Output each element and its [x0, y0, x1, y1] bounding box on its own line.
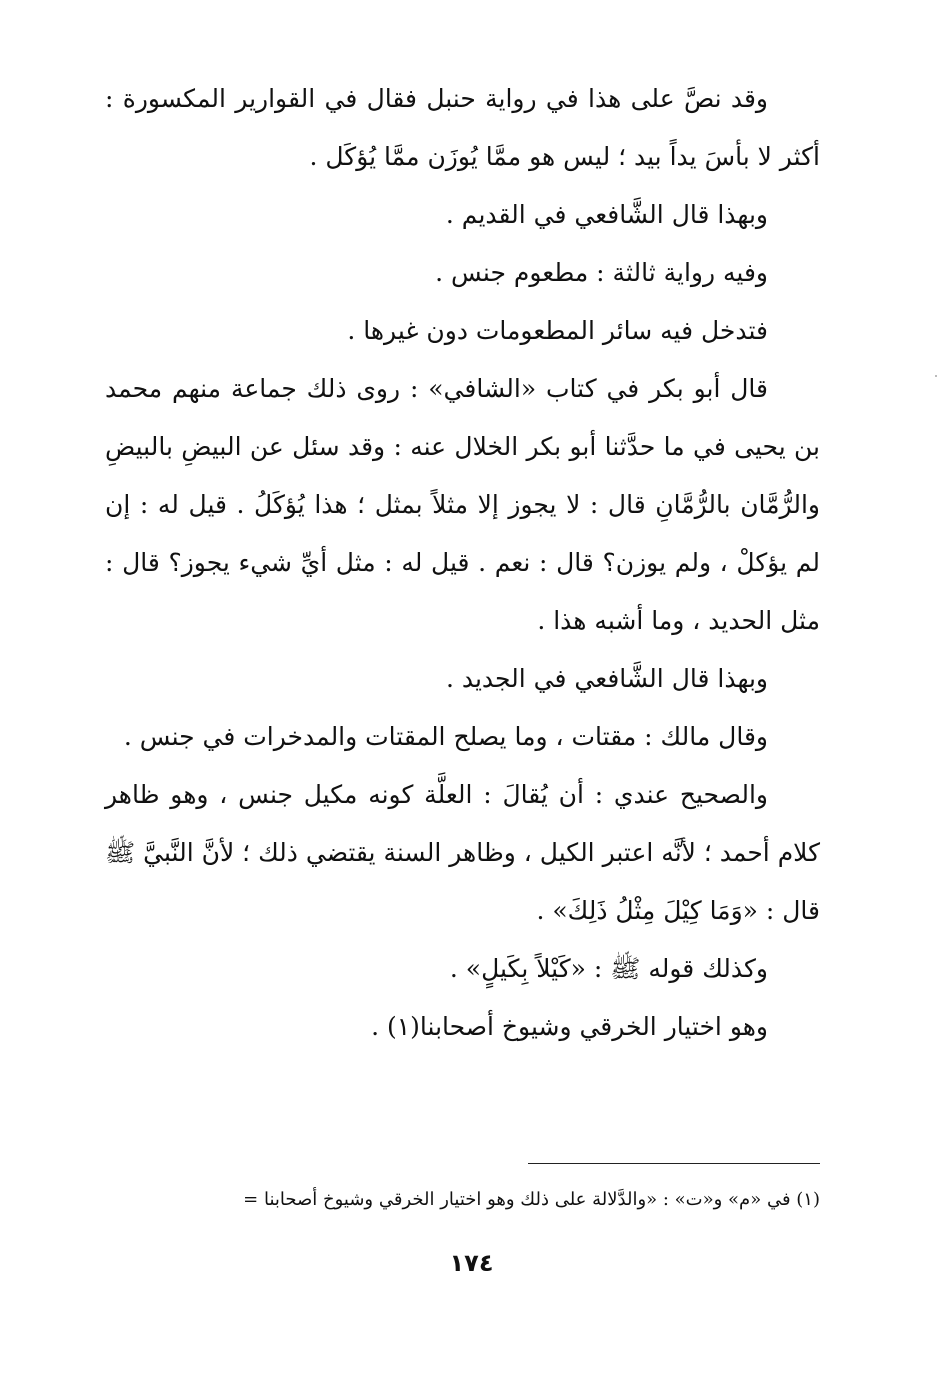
main-text [105, 70, 820, 1056]
paragraph-third-narration: وفيه رواية ثالثة : مطعوم جنس . [435, 258, 768, 287]
page-number: ١٧٤ [449, 1249, 494, 1277]
paragraph-foods: فتدخل فيه سائر المطعومات دون غيرها . [347, 316, 768, 345]
footnote: (١) في «م» و«ت» : «والدَّلالة على ذلك وهو اختيار الخرقي وشيوخ أصحابنا = [243, 1189, 820, 1210]
paragraph-shafii-old: وبهذا قال الشَّافعي في القديم . [445, 200, 768, 229]
paragraph-shafii-new: وبهذا قال الشَّافعي في الجديد . [445, 664, 768, 693]
paragraph-malik: وقال مالك : مقتات ، وما يصلح المقتات والمدخرات في جنس . [123, 722, 768, 751]
scan-speck [935, 375, 937, 377]
paragraph-khiraqi: وهو اختيار الخرقي وشيوخ أصحابنا(١) . [371, 1012, 768, 1041]
paragraph-kaylan-bikayl: وكذلك قوله ﷺ : «كَيْلاً بِكَيلٍ» . [449, 954, 768, 983]
paragraph-abu-bakr-shafi: قال أبو بكر في كتاب «الشافي» : روى ذلك جماعة منهم محمد بن يحيى في ما حدَّثنا أبو بكر الخلال عنه : وقد سئل عن البيضِ بالبيضِ والرُّمَّان بالرُّمَّانِ قال : لا يجوز إلا مثلاً بمثل ؛ هذا يُؤكَلُ . قيل له : إن لم يؤكلْ ، ولم يوزن؟ قال : نعم . قيل له : مثل أيِّ شيء يجوز؟ قال : مثل الحديد ، وما أشبه هذا . [105, 374, 820, 635]
footnote-divider [528, 1163, 820, 1164]
paragraph-hanbal-narration: وقد نصَّ على هذا في رواية حنبل فقال في القوارير المكسورة : أكثر لا بأسَ يداً بيد ؛ ليس هو ممَّا يُوزَن ممَّا يُؤكَل . [105, 84, 820, 171]
paragraph-correct-view: والصحيح عندي : أن يُقالَ : العلَّة كونه مكيل جنس ، وهو ظاهر كلام أحمد ؛ لأنَّه اعتبر الكيل ، وظاهر السنة يقتضي ذلك ؛ لأنَّ النَّبيَّ ﷺ قال : «وَمَا كِيْلَ مِثْلُ ذَلِكَ» . [105, 780, 820, 925]
